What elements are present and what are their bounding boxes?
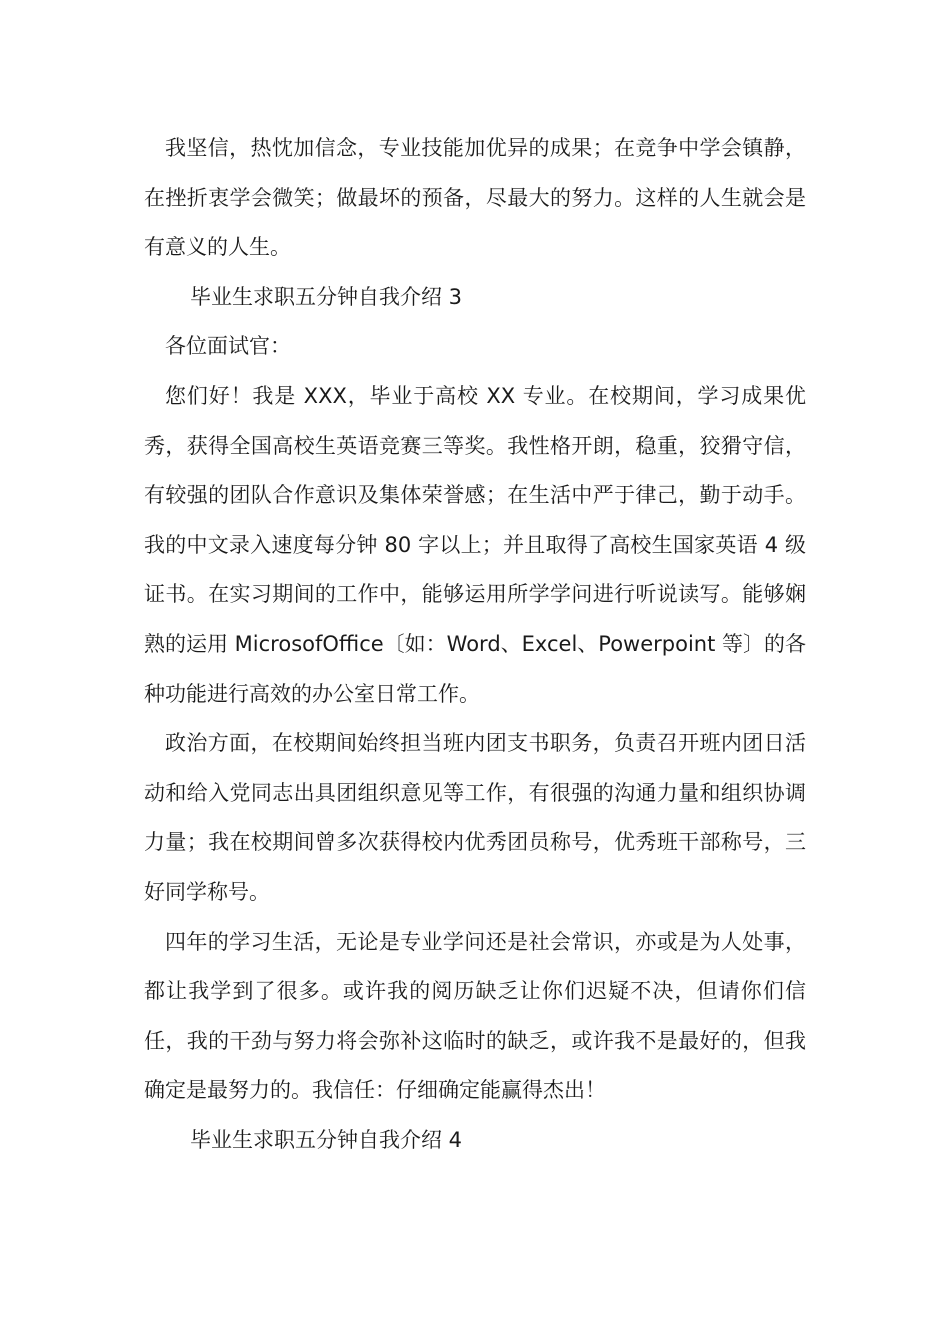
paragraph-political: 政治方面，在校期间始终担当班内团支书职务，负责召开班内团日活动和给入党同志出具团组织意见等工作，有很强的沟通力量和组织协调力量；我在校期间曾多次获得校内优秀团员称号，优秀班干部称号，三好同学称号。 xyxy=(144,731,806,904)
paragraph-four-years: 四年的学习生活，无论是专业学问还是社会常识，亦或是为人处事，都让我学到了很多。或许我的阅历缺乏让你们迟疑不决，但请你们信任，我的干劲与努力将会弥补这临时的缺乏，或许我不是最好的，但我确定是最努力的。我信任：仔细确定能赢得杰出！ xyxy=(144,929,806,1103)
section-heading-4: 毕业生求职五分钟自我介绍 4 xyxy=(190,1127,463,1152)
paragraph-conviction: 我坚信，热忱加信念，专业技能加优异的成果；在竞争中学会镇静，在挫折衷学会微笑；做最坏的预备，尽最大的努力。这样的人生就会是有意义的人生。 xyxy=(144,136,806,260)
paragraph-greeting: 各位面试官： xyxy=(165,334,291,359)
section-heading-3: 毕业生求职五分钟自我介绍 3 xyxy=(190,284,463,309)
paragraph-introduction: 您们好！我是 XXX，毕业于高校 XX 专业。在校期间，学习成果优秀，获得全国高校生英语竞赛三等奖。我性格开朗，稳重，狡猾守信，有较强的团队合作意识及集体荣誉感；在生活中严于律己，勤于动手。我的中文录入速度每分钟 80 字以上；并且取得了高校生国家英语 4 级证书。在实习期间的工作中，能够运用所学学问进行听说读写。能够娴熟的运用 MicrosofOffice〔如：Word、Excel、Powerpoint 等〕的各种功能进行高效的办公室日常工作。 xyxy=(144,383,807,706)
document-body xyxy=(144,124,806,1165)
